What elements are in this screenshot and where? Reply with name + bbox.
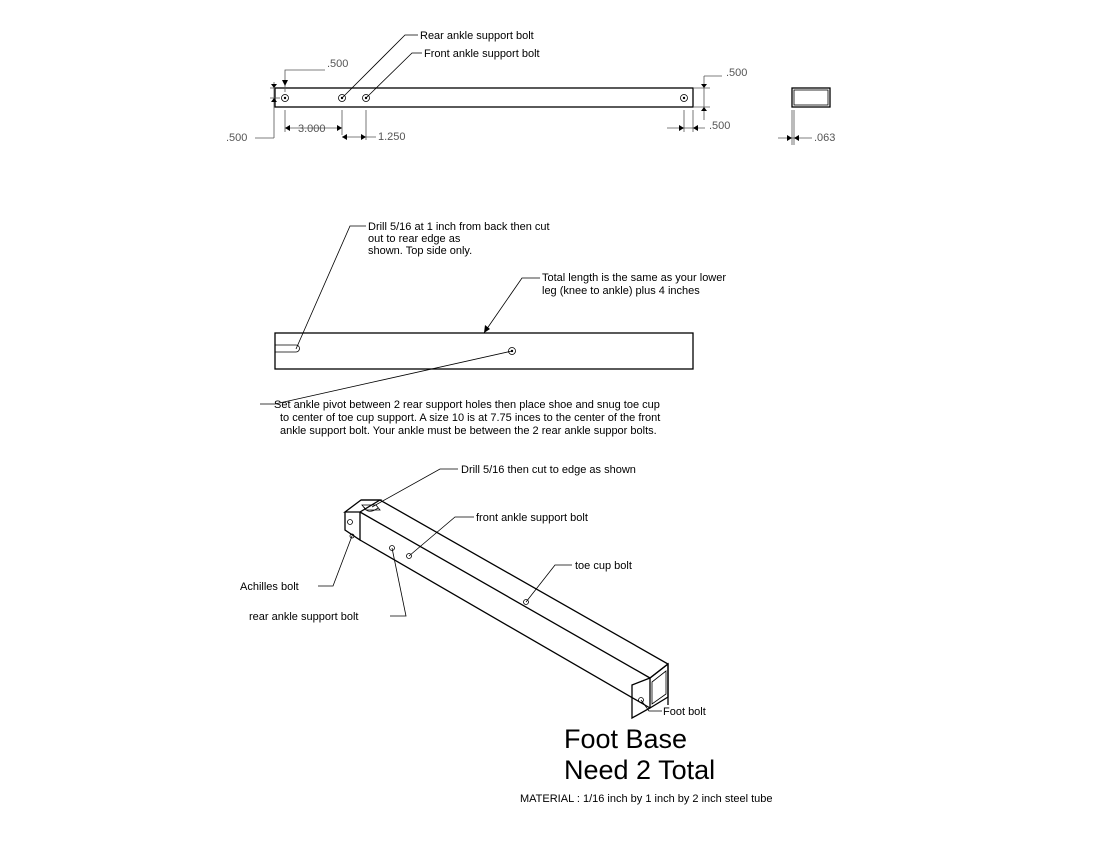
dim-right-edge: .500 (709, 120, 731, 132)
leader-length-note (484, 278, 540, 333)
dim-wall-thickness: .063 (814, 132, 836, 144)
drill-note: Drill 5/16 at 1 inch from back then cut out to rear edge as shown. Top side only. (368, 221, 550, 257)
leader-iso-achilles (318, 536, 352, 586)
hole-foot (681, 95, 688, 102)
iso-toe-cup-bolt: toe cup bolt (575, 560, 632, 572)
dim-right-top: .500 (726, 67, 748, 79)
dim-left-edge: .500 (226, 132, 248, 144)
iso-drill-note: Drill 5/16 then cut to edge as shown (461, 464, 636, 476)
dim-line-hole-offset (285, 70, 325, 92)
dim-front-spacing: 1.250 (378, 131, 406, 143)
iso-rear-ankle-support-bolt: rear ankle support bolt (249, 611, 359, 623)
iso-view (240, 464, 706, 718)
iso-end-face (345, 512, 360, 540)
iso-top-right-edge (361, 500, 668, 705)
label-front-ankle-support-bolt: Front ankle support bolt (424, 48, 540, 60)
top-view-bar-outline (275, 88, 693, 107)
top-view (226, 30, 747, 144)
dim-rear-spacing: 3.000 (298, 123, 326, 135)
side-view-bar-outline (275, 333, 693, 369)
title-line-1: Foot Base (564, 724, 688, 754)
leader-iso-foot (641, 700, 662, 711)
iso-hole-achilles (348, 520, 353, 525)
title-line-2: Need 2 Total (564, 755, 716, 785)
label-rear-ankle-support-bolt: Rear ankle support bolt (420, 30, 534, 42)
leader-pivot-note (260, 351, 512, 404)
side-view (260, 221, 729, 437)
leader-iso-front-ankle (409, 517, 474, 556)
length-note: Total length is the same as your lower leg (knee to ankle) plus 4 inches (542, 272, 727, 297)
iso-foot-end-face (632, 678, 650, 718)
iso-achilles-bolt: Achilles bolt (240, 581, 299, 593)
hole-achilles (282, 95, 289, 102)
iso-front-ankle-support-bolt: front ankle support bolt (476, 512, 588, 524)
leader-front-ankle (366, 53, 422, 98)
leader-iso-drill (372, 469, 458, 507)
end-view (778, 88, 835, 145)
material-note: MATERIAL : 1/16 inch by 1 inch by 2 inch steel tube (520, 793, 773, 805)
leader-drill-note (296, 226, 366, 349)
iso-foot-bolt: Foot bolt (663, 706, 706, 718)
dim-hole-offset-top: .500 (327, 58, 349, 70)
pivot-note: Set ankle pivot between 2 rear support holes then place shoe and snug toe cup to center of toe cup support. A size 10 is at 7.75 inces to the center of the front ankle support bolt. Your ankle must be between the 2 rear ankle suppor bolts. (274, 399, 661, 437)
